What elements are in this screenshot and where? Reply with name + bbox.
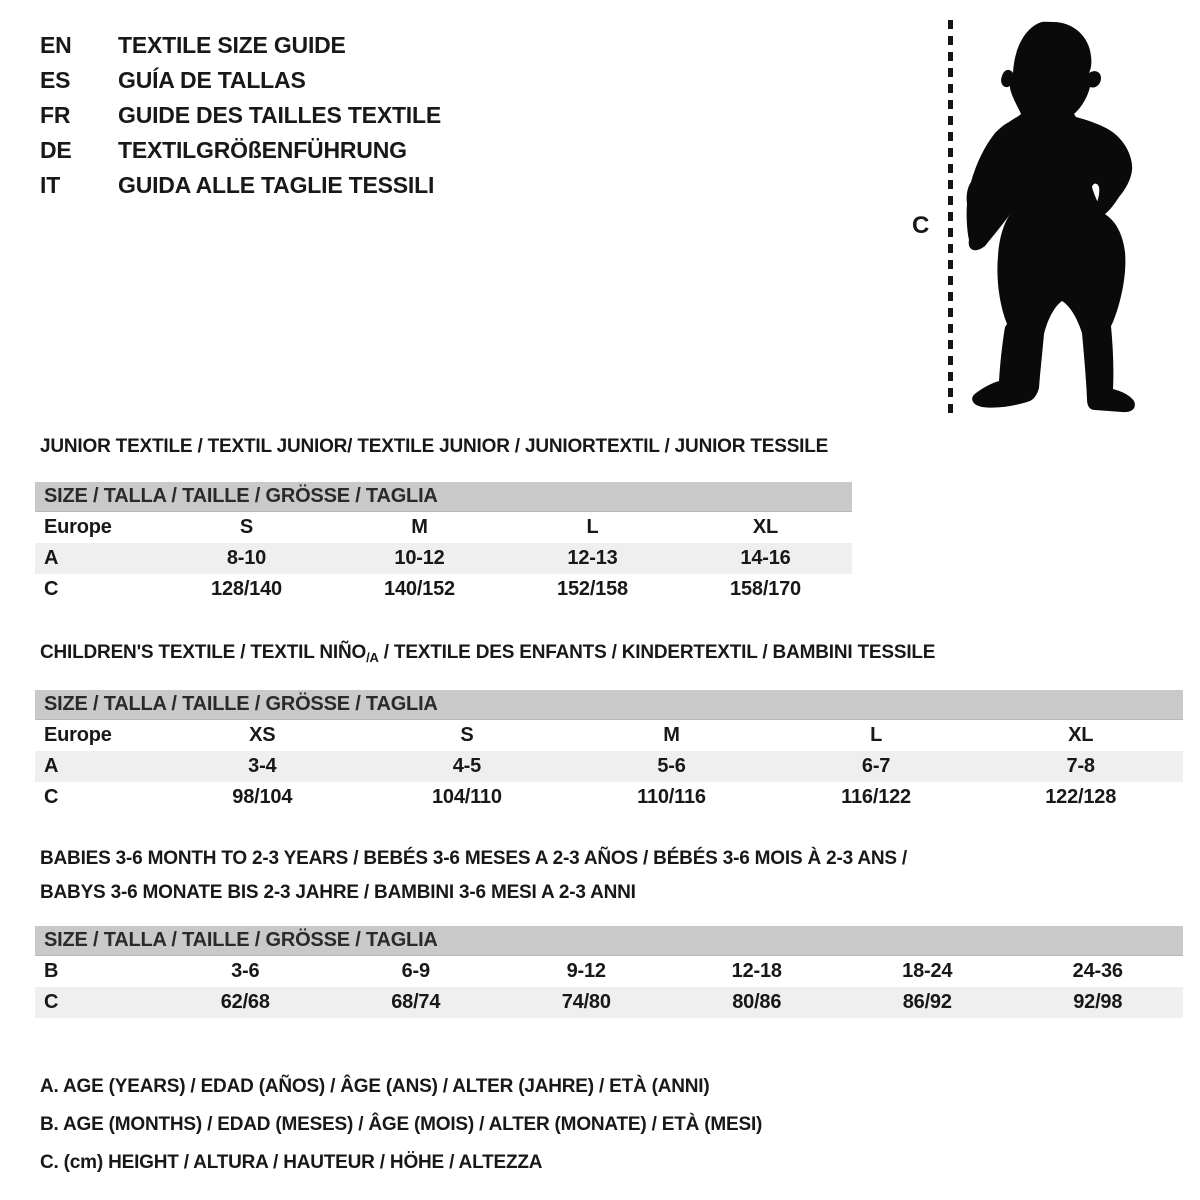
row-label: A xyxy=(44,547,59,569)
babies-section-title-line1: BABIES 3-6 MONTH TO 2-3 YEARS / BEBÉS 3-6 MESES A 2-3 AÑOS / BÉBÉS 3-6 MOIS À 2-3 ANS / xyxy=(40,848,908,869)
table-cell: XL xyxy=(752,516,779,538)
table-cell: 24-36 xyxy=(1072,960,1123,982)
table-row-europe xyxy=(35,512,852,543)
table-cell: 18-24 xyxy=(902,960,953,982)
table-cell: 3-4 xyxy=(248,755,277,777)
junior-size-table xyxy=(35,482,852,605)
guide-title-es: GUÍA DE TALLAS xyxy=(118,67,306,93)
children-size-header-bar: SIZE / TALLA / TAILLE / GRÖSSE / TAGLIA xyxy=(35,690,1183,720)
table-cell: 68/74 xyxy=(391,991,441,1013)
legend-line-c: C. (cm) HEIGHT / ALTURA / HAUTEUR / HÖHE / ALTEZZA xyxy=(40,1152,543,1173)
table-cell: 8-10 xyxy=(226,547,267,569)
height-measure-label: C xyxy=(912,212,930,239)
legend-line-b: B. AGE (MONTHS) / EDAD (MESES) / ÂGE (MOIS) / ALTER (MONATE) / ETÀ (MESI) xyxy=(40,1114,763,1135)
language-title-list xyxy=(40,28,441,203)
table-cell: L xyxy=(586,516,599,538)
guide-title-de: TEXTILGRÖßENFÜHRUNG xyxy=(118,137,407,163)
language-code: FR xyxy=(40,102,71,128)
table-cell: M xyxy=(411,516,428,538)
row-label: A xyxy=(44,755,59,777)
language-row-fr xyxy=(40,98,441,133)
height-dashed-line xyxy=(948,20,953,416)
language-code: ES xyxy=(40,67,71,93)
guide-title-en: TEXTILE SIZE GUIDE xyxy=(118,32,346,58)
table-cell: S xyxy=(239,516,254,538)
table-cell: 80/86 xyxy=(732,991,782,1013)
children-title-part1: CHILDREN'S TEXTILE / TEXTIL NIÑO xyxy=(40,642,367,663)
table-cell: 9-12 xyxy=(566,960,606,982)
table-row-europe xyxy=(35,720,1183,751)
table-cell: 5-6 xyxy=(657,755,686,777)
table-cell: 3-6 xyxy=(231,960,260,982)
table-cell: 12-13 xyxy=(567,547,618,569)
table-cell: M xyxy=(663,724,680,746)
language-code: IT xyxy=(40,172,61,198)
guide-title-fr: GUIDE DES TAILLES TEXTILE xyxy=(118,102,441,128)
table-cell: 110/116 xyxy=(637,786,706,808)
row-label: C xyxy=(44,991,59,1013)
table-row-age-years xyxy=(35,751,1183,782)
table-cell: 6-9 xyxy=(401,960,430,982)
measure-legend xyxy=(40,1068,762,1182)
row-label: B xyxy=(44,960,59,982)
junior-section-title: JUNIOR TEXTILE / TEXTIL JUNIOR/ TEXTILE JUNIOR / JUNIORTEXTIL / JUNIOR TESSILE xyxy=(40,436,829,457)
table-cell: 140/152 xyxy=(384,578,455,600)
table-cell: 14-16 xyxy=(740,547,791,569)
table-cell: 4-5 xyxy=(452,755,482,777)
table-cell: XS xyxy=(249,724,276,746)
table-row-age-months xyxy=(35,956,1183,987)
babies-size-table xyxy=(35,926,1183,1018)
row-label: Europe xyxy=(44,516,112,538)
row-label: C xyxy=(44,578,59,600)
table-cell: 7-8 xyxy=(1066,755,1095,777)
legend-line-a: A. AGE (YEARS) / EDAD (AÑOS) / ÂGE (ANS) / ALTER (JAHRE) / ETÀ (ANNI) xyxy=(40,1076,710,1097)
table-cell: XL xyxy=(1068,724,1094,746)
table-cell: L xyxy=(870,724,883,746)
row-label: C xyxy=(44,786,59,808)
table-cell: 92/98 xyxy=(1073,991,1123,1013)
table-cell: 122/128 xyxy=(1045,786,1117,808)
table-cell: 98/104 xyxy=(232,786,293,808)
babies-section-title-line2: BABYS 3-6 MONATE BIS 2-3 JAHRE / BAMBINI 3-6 MESI A 2-3 ANNI xyxy=(40,882,636,903)
table-cell: 152/158 xyxy=(557,578,628,600)
guide-title-it: GUIDA ALLE TAGLIE TESSILI xyxy=(118,172,435,198)
table-row-height xyxy=(35,574,852,605)
table-cell: 12-18 xyxy=(731,960,782,982)
language-code: DE xyxy=(40,137,72,163)
junior-size-header-bar: SIZE / TALLA / TAILLE / GRÖSSE / TAGLIA xyxy=(35,482,852,512)
table-row-age-years xyxy=(35,543,852,574)
table-cell: 74/80 xyxy=(561,991,611,1013)
toddler-silhouette-icon xyxy=(963,16,1143,420)
language-row-en xyxy=(40,28,441,63)
children-title-subscript: /A xyxy=(366,650,379,665)
table-cell: 6-7 xyxy=(861,755,891,777)
table-cell: S xyxy=(460,724,474,746)
table-cell: 86/92 xyxy=(902,991,952,1013)
table-row-height xyxy=(35,987,1183,1018)
table-cell: 62/68 xyxy=(220,991,270,1013)
table-cell: 158/170 xyxy=(730,578,801,600)
table-cell: 128/140 xyxy=(211,578,282,600)
children-section-title xyxy=(40,642,935,665)
language-row-es xyxy=(40,63,441,98)
table-cell: 10-12 xyxy=(394,547,445,569)
row-label: Europe xyxy=(44,724,112,746)
table-row-height xyxy=(35,782,1183,813)
children-size-table xyxy=(35,690,1183,813)
table-cell: 116/122 xyxy=(841,786,911,808)
language-code: EN xyxy=(40,32,72,58)
children-title-part2: / TEXTILE DES ENFANTS / KINDERTEXTIL / BAMBINI TESSILE xyxy=(378,642,936,663)
babies-size-header-bar: SIZE / TALLA / TAILLE / GRÖSSE / TAGLIA xyxy=(35,926,1183,956)
language-row-de xyxy=(40,133,441,168)
table-cell: 104/110 xyxy=(431,786,502,808)
language-row-it xyxy=(40,168,441,203)
